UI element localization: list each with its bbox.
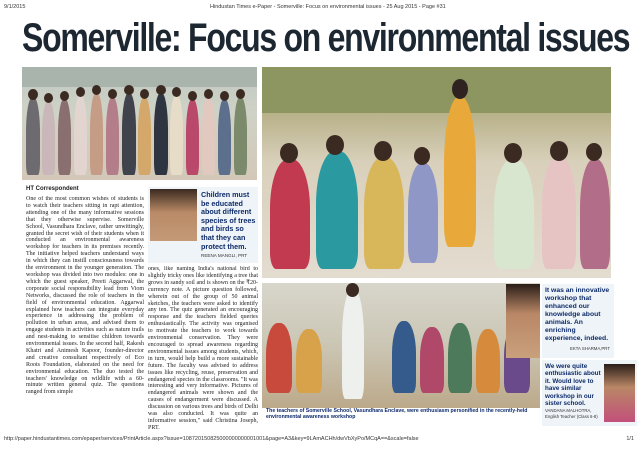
article-column-2: ones, like naming India's national bird to slightly tricky ones like identifying a tree that grows in sandy soil and is shown on the ₹20-currency note. A picture question followed, wherein out of the group of 50 animal sketches, the teachers were asked to identify any ten. The quiz generated an encouraging response and the teachers fielded queries enthusiastically. The activity was organised to motivate the teachers to work towards environmental conservation. They were encouraged to spread awareness regarding environmental issues among students, which, in turn, would help build a more sustainable future. The faculty was advised to address issues like recycling, reuse, preservation and endangered species in the classrooms. "It was interesting and very informative. Pictures of endangered animals were shown and the causes of endangerment were discussed. A discussion on various trees and birds of Delhi was also conducted. It was quite an informative session," said Christina Joseph, PRT.: [148, 266, 258, 431]
quote-author: VANDANA MALHOTRA,: [545, 408, 592, 413]
portrait-ekta: [506, 284, 540, 358]
print-page-number: 1/1: [626, 436, 634, 442]
classroom-photo: [262, 283, 540, 408]
quote-author: REENA MANGLI, PRT: [201, 253, 248, 258]
workshop-photo: [262, 67, 611, 278]
byline: HT Correspondent: [26, 186, 79, 192]
group-photo: [22, 67, 257, 180]
article-column-1: One of the most common wishes of students is to watch their teachers sitting in rapt attention, attending one of the many informative sessions that they otherwise supervise. Somerville School, Vasundhara Enclave, rather unwittingly, granted the secret wish of their students when it conducted an environmental awareness workshop for teachers in its premises recently. The initiative helped teachers understand ways in which they can instill consciousness towards the environment in the younger generation. The workshop was divided into two modules: one in which the guest speaker, Preeti Aggarwal, the corporate social responsibility lead from Viom Networks, discussed the role of teachers in the field of environmental education. Aggarwal explained how teachers can integrate everyday experience in addressing the problem of pollution in urban areas, and advised them to engage students in activities such as nature trails and nest-making to sensitise children towards environmental issues. In the second half, Rakesh Khatri and Animesh Kapoor, founder-director and creative consultant respectively of Eco Roots Foundation, elaborated on the need for environmental education. The duo tested the teachers' knowledge on wildlife with a 60-minute written general quiz. The questions ranged from simple: [26, 196, 144, 396]
photo-caption: The teachers of Somerville School, Vasundhara Enclave, were enthusiasm personified in the recently-held environmental awareness workshop: [266, 408, 528, 420]
quote-text: We were quite enthusiastic about it. Would love to have similar workshop in our sister school.: [545, 363, 601, 408]
quote-reena: [148, 187, 258, 263]
quote-ekta: [542, 284, 614, 358]
headline: Somerville: Focus on environmental issues: [22, 16, 630, 60]
portrait-vandana: [604, 364, 635, 422]
browser-print-header: [0, 0, 638, 14]
quote-text: Children must be educated about different species of trees and birds so that they can protect them.: [201, 190, 256, 251]
quote-author-role: English Teacher (Class 6-8): [545, 414, 598, 419]
quote-vandana: [542, 360, 637, 426]
print-date: 9/1/2015: [4, 4, 26, 10]
print-page-title: Hindustan Times e-Paper - Somerville: Focus on environmental issues - 25 Aug 2015 - Page #31: [210, 4, 446, 10]
quote-text: It was an innovative workshop that enhanced our knowledge about animals. An enriching experience, indeed.: [545, 287, 610, 342]
quote-author: EKTA SHARMA,PRT: [570, 346, 610, 351]
print-url: http://paper.hindustantimes.com/epaper/services/PrintArticle.aspx?issue=108720150825000000000001001&page=A3&key=9LAmACHh/dwVbXyPo/MCqA==&scale=false: [4, 436, 419, 442]
portrait-reena: [150, 189, 197, 241]
